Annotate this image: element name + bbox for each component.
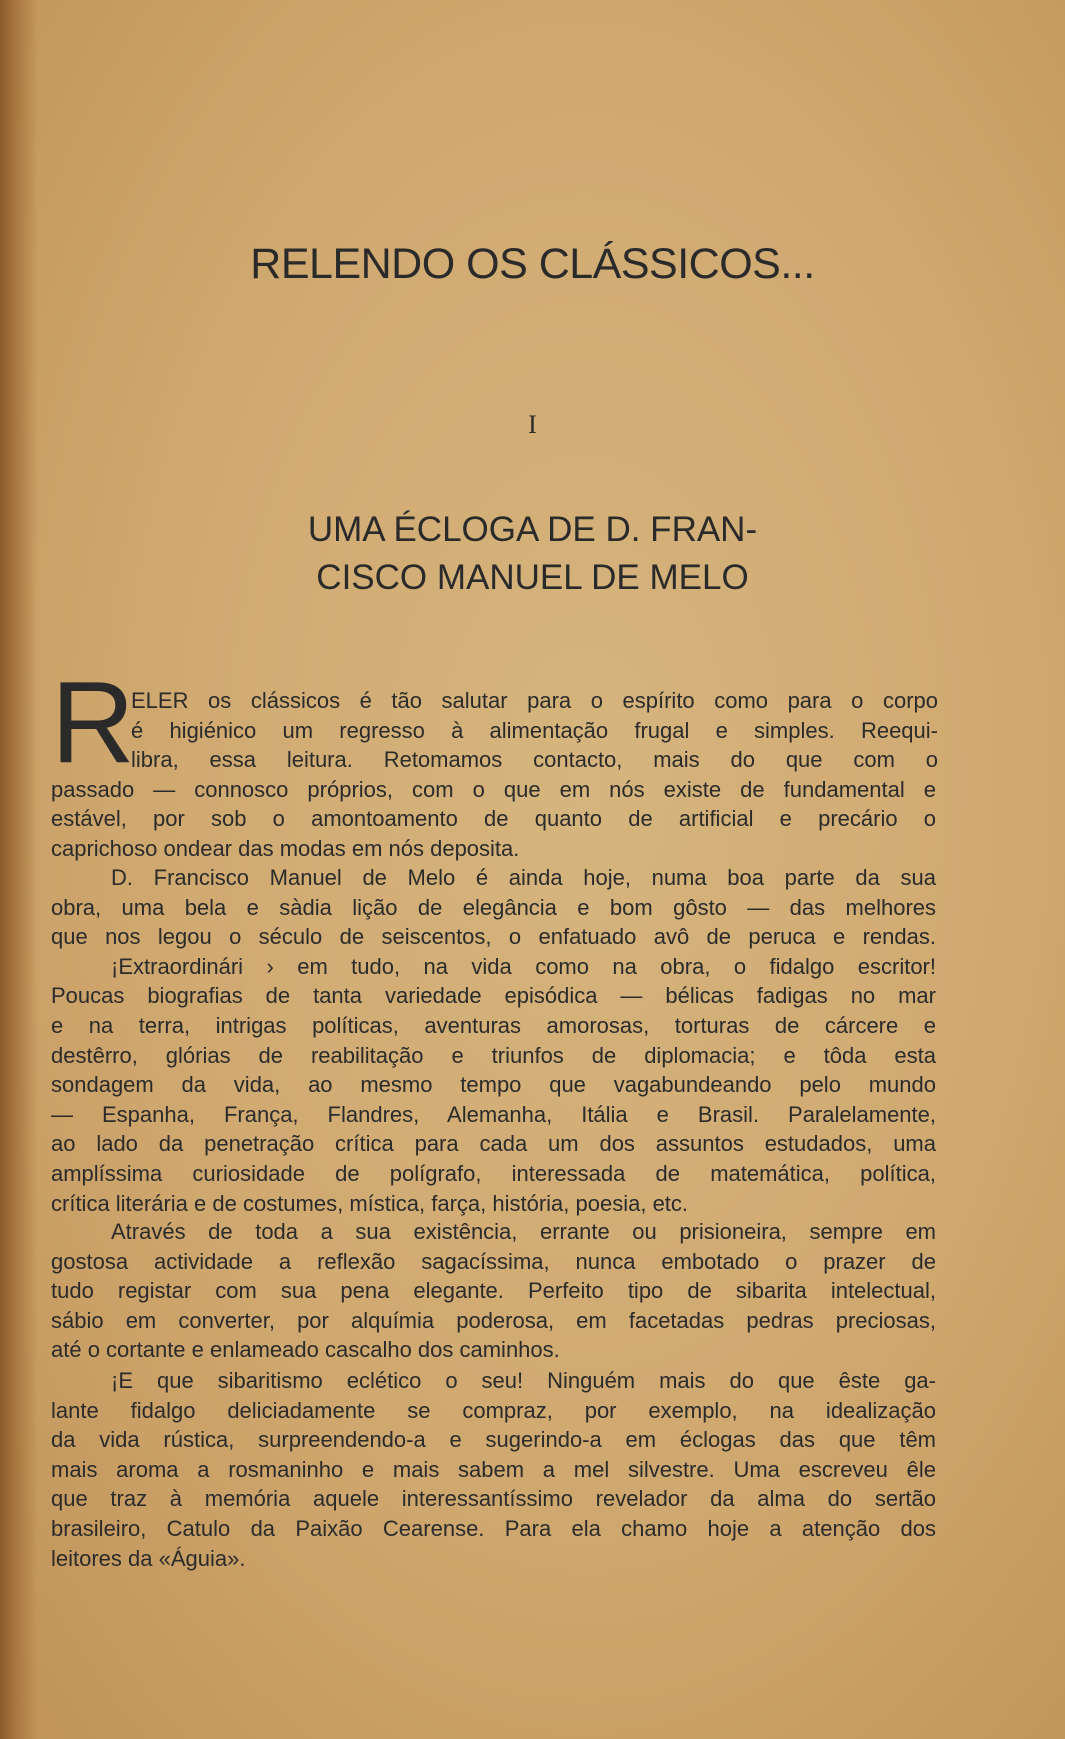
text-line: mais aroma a rosmaninho e mais sabem a mel silvestre. Uma escreveu êle: [51, 1456, 936, 1482]
paragraph-1-continuation: [51, 775, 936, 864]
paragraph-1-opening: [131, 686, 938, 775]
text-line: libra, essa leitura. Retomamos contacto, mais do que com o: [131, 747, 938, 773]
text-line: tudo registar com sua pena elegante. Perfeito tipo de sibarita intelectual,: [51, 1278, 936, 1304]
text-line: caprichoso ondear das modas em nós deposita.: [51, 835, 520, 861]
text-line: gostosa actividade a reflexão sagacíssima, nunca embotado o prazer de: [51, 1248, 936, 1274]
text-line: lante fidalgo deliciadamente se compraz, por exemplo, na idealização: [51, 1397, 936, 1423]
text-line: sábio em converter, por alquímia poderosa, em facetadas pedras preciosas,: [51, 1307, 936, 1333]
text-line: ELER os clássicos é tão salutar para o espírito como para o corpo: [131, 688, 938, 713]
text-line: crítica literária e de costumes, mística, farça, história, poesia, etc.: [51, 1190, 689, 1216]
text-line: estável, por sob o amontoamento de quanto de artificial e precário o: [51, 806, 936, 832]
subtitle-line: UMA ÉCLOGA DE D. FRAN-: [307, 510, 758, 549]
paragraph-4: [51, 1366, 936, 1573]
text-line: e na terra, intrigas políticas, aventuras amorosas, torturas de cárcere e: [51, 1012, 936, 1038]
page-title: RELENDO OS CLÁSSICOS...: [250, 240, 815, 288]
text-line: Através de toda a sua existência, errante ou prisioneira, sempre em: [111, 1219, 936, 1244]
text-line: que nos legou o século de seiscentos, o enfatuado avô de peruca e rendas.: [51, 924, 936, 950]
text-line: leitores da «Águia».: [51, 1545, 246, 1571]
text-line: Poucas biografias de tanta variedade episódica — bélicas fadigas no mar: [51, 983, 936, 1009]
text-line: brasileiro, Catulo da Paixão Cearense. Para ela chamo hoje a atenção dos: [51, 1515, 936, 1541]
paragraph-2: [51, 863, 936, 1218]
text-line: que traz à memória aquele interessantíssimo revelador da alma do sertão: [51, 1486, 936, 1512]
text-line: é higiénico um regresso à alimentação frugal e simples. Reequi-: [131, 717, 938, 743]
text-line: sondagem da vida, ao mesmo tempo que vagabundeando pelo mundo: [51, 1072, 936, 1098]
text-line: destêrro, glórias de reabilitação e triunfos de diplomacia; e tôda esta: [51, 1042, 936, 1068]
text-line: passado — connosco próprios, com o que em nós existe de fundamental e: [51, 776, 936, 802]
section-number: I: [528, 410, 537, 439]
text-line: da vida rústica, surpreendendo-a e sugerindo-a em éclogas das que têm: [51, 1427, 936, 1453]
text-line: — Espanha, França, Flandres, Alemanha, Itália e Brasil. Paralelamente,: [51, 1101, 936, 1127]
text-line: até o cortante e enlameado cascalho dos caminhos.: [51, 1337, 560, 1363]
text-line: D. Francisco Manuel de Melo é ainda hoje, numa boa parte da sua: [111, 865, 936, 890]
text-line: ¡E que sibaritismo eclético o seu! Ninguém mais do que êste ga-: [111, 1368, 936, 1393]
drop-cap: R: [51, 657, 135, 787]
paragraph-3: [51, 1217, 936, 1365]
text-line: ao lado da penetração crítica para cada um dos assuntos estudados, uma: [51, 1131, 936, 1157]
subtitle-line: CISCO MANUEL DE MELO: [316, 558, 749, 597]
text-line: obra, uma bela e sàdia lição de elegância e bom gôsto — das melhores: [51, 894, 936, 920]
text-line: amplíssima curiosidade de polígrafo, interessada de matemática, política,: [51, 1160, 936, 1186]
section-subtitle: [0, 506, 1065, 602]
text-line: ¡Extraordinári › em tudo, na vida como na obra, o fidalgo escritor!: [111, 953, 936, 979]
